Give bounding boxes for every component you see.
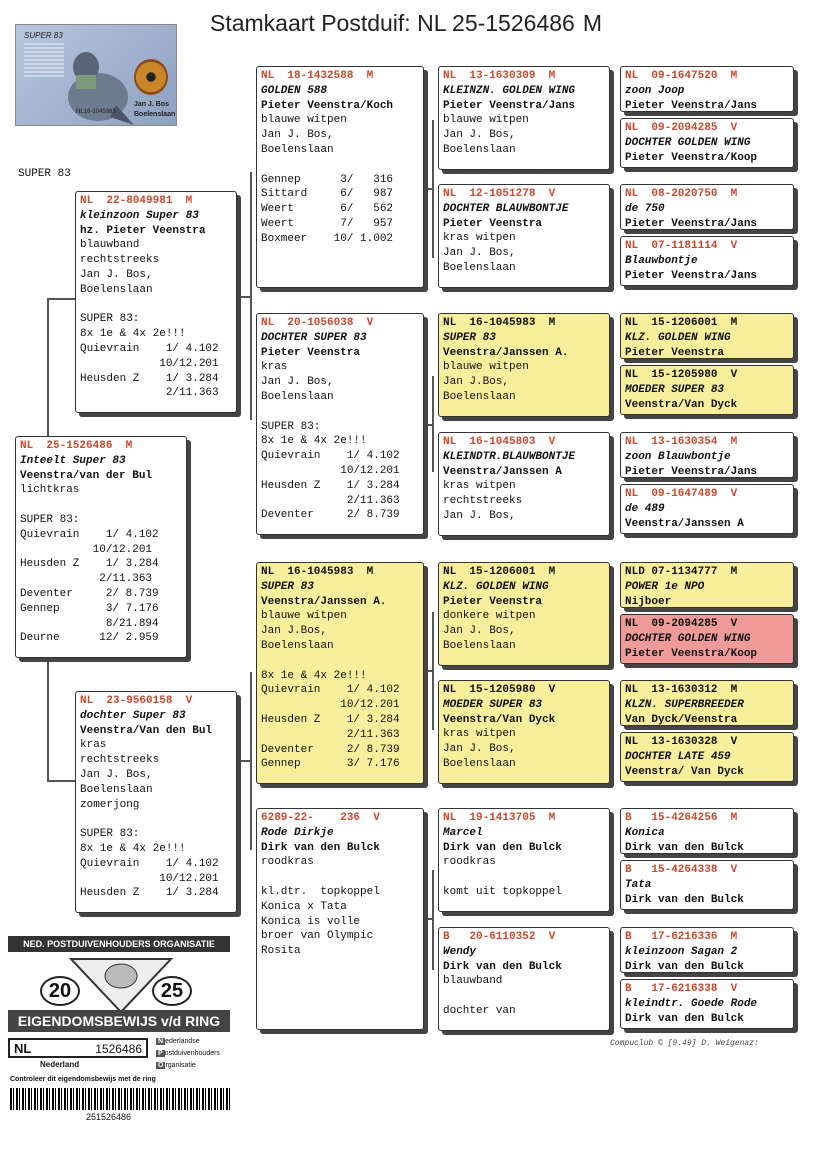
detail-line: Quievrain 1/ 4.102 xyxy=(261,450,400,463)
pigeon-card-g8 xyxy=(620,484,794,534)
ring-number: NL 13-1630309 M xyxy=(443,70,556,82)
card-country-name: Nederland xyxy=(40,1060,80,1069)
detail-line: Heusden Z 1/ 3.284 xyxy=(80,372,219,385)
detail-line: 8x 1e & 4x 2e!!! xyxy=(261,435,367,448)
detail-line: 2/11.363 xyxy=(261,494,400,507)
detail-line: Heusden Z 1/ 3.284 xyxy=(20,558,159,571)
pigeon-card-mother xyxy=(75,691,237,913)
detail-line: blauwe witpen xyxy=(261,610,347,623)
detail-line: zomerjong xyxy=(80,798,140,811)
detail-line: broer van Olympic xyxy=(261,930,374,943)
detail-line: 10/12.201 xyxy=(261,699,400,712)
detail-line: Konica is volle xyxy=(261,915,361,928)
pigeon-name: DOCHTER LATE 459 xyxy=(625,750,731,763)
detail-line: Boelenslaan xyxy=(261,639,334,652)
pigeon-card-g14 xyxy=(620,860,794,910)
detail-line: Jan J. Bos, xyxy=(80,268,153,281)
detail-line: SUPER 83: xyxy=(20,513,80,526)
ring-number: B 17-6216336 M xyxy=(625,931,738,943)
ring-number: NLD 07-1134777 M xyxy=(625,566,738,578)
pigeon-card-g2 xyxy=(620,118,794,168)
detail-line: 10/12.201 xyxy=(261,464,400,477)
card-ring-number: 1526486 xyxy=(95,1042,142,1056)
pigeon-card-fmf xyxy=(438,313,610,417)
detail-line: Gennep 3/ 316 xyxy=(261,173,394,186)
pigeon-card-g11 xyxy=(620,680,794,726)
detail-line: komt uit topkoppel xyxy=(443,885,562,898)
breeder: Veenstra/Van Dyck xyxy=(443,713,556,726)
pigeon-card-g1 xyxy=(620,66,794,112)
ring-number: B 17-6216338 V xyxy=(625,983,738,995)
pigeon-name: GOLDEN 588 xyxy=(261,84,328,97)
pigeon-name: kleindtr. Goede Rode xyxy=(625,997,758,1010)
detail-line: Quievrain 1/ 4.102 xyxy=(80,342,219,355)
detail-line: Boelenslaan xyxy=(443,261,516,274)
detail-line: Jan J.Bos, xyxy=(443,376,510,389)
breeder: Pieter Veenstra/Koop xyxy=(625,151,758,164)
pigeon-card-mff xyxy=(438,562,610,666)
detail-line: SUPER 83: xyxy=(80,313,140,326)
pigeon-card-g10 xyxy=(620,614,794,664)
breeder: Pieter Veenstra/Koch xyxy=(261,99,394,112)
detail-line: Quievrain 1/ 4.102 xyxy=(261,684,400,697)
ring-number: NL 15-1206001 M xyxy=(443,566,556,578)
detail-line: Weert 6/ 562 xyxy=(261,203,394,216)
detail-line: 8x 1e & 4x 2e!!! xyxy=(80,328,186,341)
detail-line xyxy=(20,498,182,513)
detail-line: Quievrain 1/ 4.102 xyxy=(80,857,219,870)
side-label: SUPER 83 xyxy=(18,168,71,180)
pigeon-card-g15 xyxy=(620,927,794,973)
card-org: NED. POSTDUIVENHOUDERS ORGANISATIE xyxy=(8,936,230,952)
detail-line: Jan J. Bos, xyxy=(443,129,516,142)
connector-line xyxy=(424,424,434,426)
card-ring-field xyxy=(8,1038,148,1058)
ring-number: NL 19-1413705 M xyxy=(443,812,556,824)
breeder: Pieter Veenstra/Jans xyxy=(625,465,758,478)
detail-line: 10/12.201 xyxy=(20,543,153,556)
detail-line: blauwe witpen xyxy=(443,114,529,127)
pigeon-name: KLEINDTR.BLAUWBONTJE xyxy=(443,450,576,463)
detail-line: dochter van xyxy=(443,1004,516,1017)
pigeon-card-g13 xyxy=(620,808,794,854)
breeder: Veenstra/ Van Dyck xyxy=(625,765,744,778)
pigeon-name: zoon Joop xyxy=(625,84,685,97)
card-npo-o: rganisatie xyxy=(165,1062,196,1069)
detail-line: donkere witpen xyxy=(443,610,536,623)
pigeon-card-fm xyxy=(256,313,424,535)
detail-line: Boxmeer 10/ 1.002 xyxy=(261,232,394,245)
connector-line xyxy=(47,658,49,780)
pigeon-eye-inset xyxy=(134,59,168,95)
detail-line: blauwe witpen xyxy=(261,114,347,127)
pigeon-card-fff xyxy=(438,66,610,170)
pigeon-name: dochter Super 83 xyxy=(80,709,186,722)
breeder: Pieter Veenstra/Jans xyxy=(625,217,758,230)
pigeon-card-g4 xyxy=(620,236,794,286)
breeder: Veenstra/Janssen A xyxy=(443,465,562,478)
detail-line: 10/12.201 xyxy=(80,357,219,370)
detail-line xyxy=(443,870,605,885)
photo-owner-location: Boelenslaan xyxy=(134,111,176,118)
pigeon-name: de 489 xyxy=(625,502,665,515)
detail-line: lichtkras xyxy=(20,484,80,497)
detail-line: Boelenslaan xyxy=(80,783,153,796)
detail-line: blauwband xyxy=(80,239,140,252)
breeder: Nijboer xyxy=(625,595,672,608)
ring-number: NL 15-1206001 M xyxy=(625,317,738,329)
pigeon-name: KLZN. SUPERBREEDER xyxy=(625,698,744,711)
breeder: Veenstra/van der Bul xyxy=(20,469,153,482)
detail-line: roodkras xyxy=(443,856,496,869)
detail-line: Deventer 2/ 8.739 xyxy=(261,509,400,522)
pigeon-name: SUPER 83 xyxy=(261,580,314,593)
detail-line: rechtstreeks xyxy=(80,254,160,267)
detail-line: Heusden Z 1/ 3.284 xyxy=(80,887,219,900)
detail-line: Jan J. Bos, xyxy=(443,625,516,638)
pigeon-card-mf xyxy=(256,562,424,784)
ring-number: NL 18-1432588 M xyxy=(261,70,374,82)
breeder: Veenstra/Janssen A xyxy=(625,517,744,530)
connector-line xyxy=(236,760,252,762)
detail-line: 2/11.363 xyxy=(261,728,400,741)
detail-line: Boelenslaan xyxy=(443,390,516,403)
breeder: Dirk van den Bulck xyxy=(625,960,744,973)
detail-line: kras witpen xyxy=(443,480,516,493)
detail-line: Gennep 3/ 7.176 xyxy=(261,758,400,771)
pigeon-name: kleinzoon Super 83 xyxy=(80,209,199,222)
detail-line: Heusden Z 1/ 3.284 xyxy=(261,713,400,726)
pigeon-name: KLEINZN. GOLDEN WING xyxy=(443,84,576,97)
breeder: Dirk van den Bulck xyxy=(443,841,562,854)
breeder: Pieter Veenstra xyxy=(443,595,543,608)
pigeon-name: kleinzoon Sagan 2 xyxy=(625,945,738,958)
ring-number: NL 13-1630312 M xyxy=(625,684,738,696)
page-title-text: Stamkaart Postduif: NL 25-1526486 xyxy=(210,10,575,36)
pigeon-name: de 750 xyxy=(625,202,665,215)
connector-line xyxy=(432,870,434,970)
breeder: Pieter Veenstra/Jans xyxy=(443,99,576,112)
card-npo-text: N ederlandse P ostduivenhouders O rganisatie xyxy=(158,1038,220,1069)
connector-line xyxy=(47,298,49,436)
detail-line: rechtstreeks xyxy=(443,495,523,508)
card-npo-p: ostduivenhouders xyxy=(164,1050,220,1057)
photo-ring-caption: NL16-1045983 xyxy=(76,109,116,115)
detail-line: Jan J. Bos, xyxy=(443,743,516,756)
breeder: Dirk van den Bulck xyxy=(443,960,562,973)
pigeon-name: POWER 1e NPO xyxy=(625,580,705,593)
detail-line: Jan J. Bos, xyxy=(261,129,334,142)
pigeon-card-g6 xyxy=(620,365,794,415)
photo-owner: Jan J. Bos xyxy=(134,101,170,108)
detail-line: blauwband xyxy=(443,975,503,988)
page-title xyxy=(210,10,602,37)
connector-line xyxy=(424,188,434,190)
photo-name-tag: SUPER 83 xyxy=(24,31,63,40)
breeder: Veenstra/Janssen A. xyxy=(261,595,387,608)
pigeon-name: DOCHTER BLAUWBONTJE xyxy=(443,202,569,215)
barcode xyxy=(10,1088,230,1110)
pigeon-name: Blauwbontje xyxy=(625,254,698,267)
connector-line xyxy=(236,296,252,298)
breeder: Dirk van den Bulck xyxy=(625,893,744,906)
breeder: Pieter Veenstra/Jans xyxy=(625,99,758,112)
card-notice: Controleer dit eigendomsbewijs met de ring xyxy=(10,1076,156,1083)
detail-line: Deventer 2/ 8.739 xyxy=(261,743,400,756)
pigeon-name: MOEDER SUPER 83 xyxy=(625,383,725,396)
detail-line: Gennep 3/ 7.176 xyxy=(20,602,159,615)
ring-number: NL 15-1205980 V xyxy=(625,369,738,381)
breeder: Veenstra/Janssen A. xyxy=(443,346,569,359)
card-barcode-text: 251526486 xyxy=(86,1112,132,1122)
detail-line: Jan J. Bos, xyxy=(443,247,516,260)
breeder: Veenstra/Van Dyck xyxy=(625,398,738,411)
detail-line: blauwe witpen xyxy=(443,361,529,374)
breeder: hz. Pieter Veenstra xyxy=(80,224,206,237)
breeder: Dirk van den Bulck xyxy=(261,841,380,854)
ring-number: B 20-6110352 V xyxy=(443,931,556,943)
detail-line xyxy=(80,812,232,827)
pigeon-name: Marcel xyxy=(443,826,483,839)
ring-number: 6289-22- 236 V xyxy=(261,812,380,824)
detail-line xyxy=(261,654,419,669)
pigeon-card-fmm xyxy=(438,432,610,536)
ring-number: B 15-4264256 M xyxy=(625,812,738,824)
pigeon-name: DOCHTER GOLDEN WING xyxy=(625,632,751,645)
pigeon-name: DOCHTER SUPER 83 xyxy=(261,331,367,344)
breeder: Dirk van den Bulck xyxy=(625,841,744,854)
detail-line: 8x 1e & 4x 2e!!! xyxy=(261,669,367,682)
detail-line xyxy=(261,870,419,885)
pigeon-name: Rode Dirkje xyxy=(261,826,334,839)
footer-credit: Compuclub © [9.49] D. Weigenaz: xyxy=(610,1039,759,1048)
pigeon-name: Konica xyxy=(625,826,665,839)
page-title-sex: M xyxy=(582,10,602,36)
pigeon-card-ff xyxy=(256,66,424,288)
pigeon-card-main xyxy=(15,436,187,658)
detail-line: Jan J. Bos, xyxy=(80,768,153,781)
pigeon-card-g3 xyxy=(620,184,794,230)
card-year-left: 20 xyxy=(40,976,80,1006)
detail-line: Boelenslaan xyxy=(261,143,334,156)
ring-number: NL 15-1205980 V xyxy=(443,684,556,696)
detail-line xyxy=(261,405,419,420)
pigeon-card-mmf xyxy=(438,808,610,912)
breeder: Dirk van den Bulck xyxy=(625,1012,744,1025)
ring-number: NL 16-1045983 M xyxy=(443,317,556,329)
card-npo-n: ederlandse xyxy=(165,1038,200,1045)
detail-line: Rosita xyxy=(261,945,301,958)
pigeon-card-mmm xyxy=(438,927,610,1031)
card-country: NL xyxy=(14,1041,32,1056)
pigeon-card-mm xyxy=(256,808,424,1030)
breeder: Pieter Veenstra xyxy=(625,346,725,359)
detail-line: 2/11.363 xyxy=(80,387,219,400)
detail-line: kras xyxy=(80,739,107,752)
ring-number: NL 22-8049981 M xyxy=(80,195,193,207)
connector-line xyxy=(424,918,434,920)
pigeon-name: Wendy xyxy=(443,945,477,958)
detail-line: 8/21.894 xyxy=(20,617,159,630)
detail-line: Boelenslaan xyxy=(80,283,153,296)
detail-line: SUPER 83: xyxy=(80,828,140,841)
detail-line: SUPER 83: xyxy=(261,420,321,433)
detail-line: Sittard 6/ 987 xyxy=(261,188,394,201)
pigeon-card-g16 xyxy=(620,979,794,1029)
connector-line xyxy=(47,780,75,782)
detail-line: Jan J. Bos, xyxy=(261,376,334,389)
detail-line: Heusden Z 1/ 3.284 xyxy=(261,479,400,492)
pigeon-name: zoon Blauwbontje xyxy=(625,450,731,463)
ring-number: NL 13-1630354 M xyxy=(625,436,738,448)
detail-line: Quievrain 1/ 4.102 xyxy=(20,528,159,541)
breeder: Pieter Veenstra/Koop xyxy=(625,647,758,660)
detail-line: kl.dtr. topkoppel xyxy=(261,885,380,898)
pigeon-card-g9 xyxy=(620,562,794,608)
breeder: Van Dyck/Veenstra xyxy=(625,713,738,726)
ring-number: NL 09-1647489 V xyxy=(625,488,738,500)
pigeon-photo xyxy=(15,24,177,126)
detail-line xyxy=(261,158,419,173)
ring-number: NL 23-9560158 V xyxy=(80,695,193,707)
card-banner: EIGENDOMSBEWIJS v/d RING xyxy=(8,1010,230,1032)
ring-number: NL 16-1045983 M xyxy=(261,566,374,578)
detail-line: Jan J.Bos, xyxy=(261,625,328,638)
pigeon-name: DOCHTER GOLDEN WING xyxy=(625,136,751,149)
ring-number: NL 20-1056038 V xyxy=(261,317,374,329)
breeder: Veenstra/Van den Bul xyxy=(80,724,213,737)
detail-line xyxy=(80,298,232,313)
card-year-right: 25 xyxy=(152,976,192,1006)
ring-number: NL 12-1051278 V xyxy=(443,188,556,200)
detail-line: Boelenslaan xyxy=(261,390,334,403)
pigeon-card-ffm xyxy=(438,184,610,288)
pigeon-card-g5 xyxy=(620,313,794,359)
detail-line: rechtstreeks xyxy=(80,754,160,767)
pigeon-card-g7 xyxy=(620,432,794,478)
pigeon-name: Tata xyxy=(625,878,652,891)
ring-number: NL 25-1526486 M xyxy=(20,440,133,452)
pigeon-name: KLZ. GOLDEN WING xyxy=(443,580,549,593)
detail-line: kras witpen xyxy=(443,728,516,741)
ring-number: NL 07-1181114 V xyxy=(625,240,738,252)
breeder: Pieter Veenstra xyxy=(261,346,361,359)
detail-line: Jan J. Bos, xyxy=(443,509,516,522)
pigeon-name: MOEDER SUPER 83 xyxy=(443,698,543,711)
pigeon-card-mfm xyxy=(438,680,610,784)
breeder: Pieter Veenstra xyxy=(443,217,543,230)
detail-line: 2/11.363 xyxy=(20,573,153,586)
detail-line: Weert 7/ 957 xyxy=(261,217,394,230)
pigeon-name: SUPER 83 xyxy=(443,331,496,344)
detail-line: roodkras xyxy=(261,856,314,869)
detail-line: Boelenslaan xyxy=(443,143,516,156)
detail-line: Deventer 2/ 8.739 xyxy=(20,587,159,600)
ring-ownership-card xyxy=(6,936,232,1132)
ring-number: NL 09-2094285 V xyxy=(625,618,738,630)
pigeon-name: KLZ. GOLDEN WING xyxy=(625,331,731,344)
detail-line: kras witpen xyxy=(443,232,516,245)
connector-line xyxy=(424,670,434,672)
ring-number: NL 08-2020750 M xyxy=(625,188,738,200)
breeder: Pieter Veenstra/Jans xyxy=(625,269,758,282)
detail-line: Konica x Tata xyxy=(261,900,347,913)
detail-line: kras xyxy=(261,361,288,374)
detail-line: Boelenslaan xyxy=(443,639,516,652)
pigeon-card-father xyxy=(75,191,237,413)
detail-line: Deurne 12/ 2.959 xyxy=(20,632,159,645)
ring-number: NL 16-1045803 V xyxy=(443,436,556,448)
pigeon-card-g12 xyxy=(620,732,794,782)
detail-line: Boelenslaan xyxy=(443,757,516,770)
detail-line: 8x 1e & 4x 2e!!! xyxy=(80,842,186,855)
ring-number: B 15-4264338 V xyxy=(625,864,738,876)
detail-line: 10/12.201 xyxy=(80,872,219,885)
ring-number: NL 09-2094285 V xyxy=(625,122,738,134)
connector-line xyxy=(47,298,75,300)
ring-number: NL 13-1630328 V xyxy=(625,736,738,748)
detail-line xyxy=(443,989,605,1004)
pigeon-name: Inteelt Super 83 xyxy=(20,454,126,467)
ring-number: NL 09-1647520 M xyxy=(625,70,738,82)
